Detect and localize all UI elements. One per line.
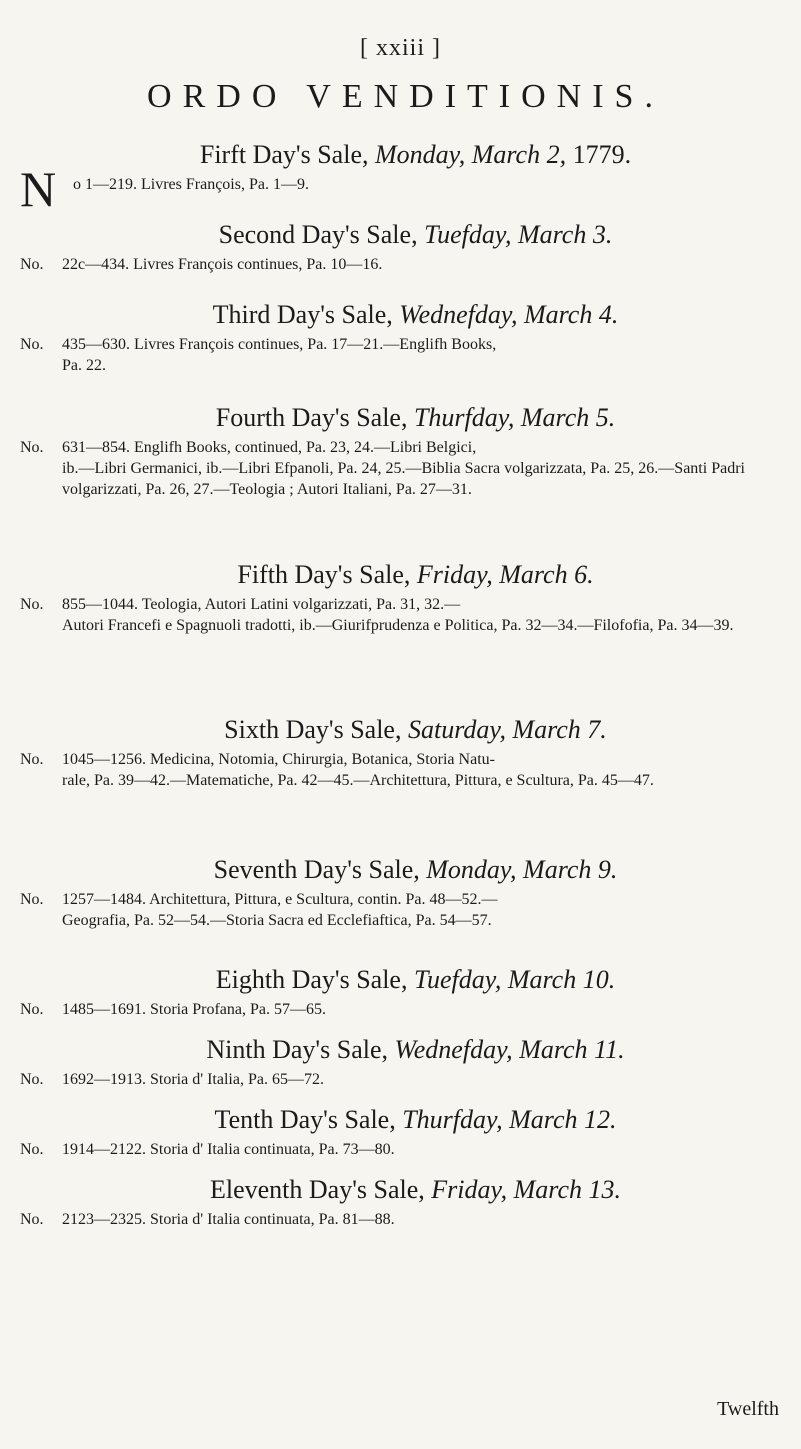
dropcap: N: [20, 161, 57, 217]
sale-heading: [30, 965, 801, 995]
heading-prefix: Fifth Day's Sale,: [237, 560, 417, 589]
heading-year: 1779.: [572, 140, 632, 169]
heading-date: March 5.: [520, 403, 616, 432]
heading-day: Wednefday,: [394, 1035, 520, 1064]
heading-day: Saturday,: [407, 715, 513, 744]
heading-day: Friday,: [431, 1175, 514, 1204]
lots-text: 2123—2325. Storia d' Italia continuata, Pa. 81—88.: [62, 1211, 395, 1228]
heading-prefix: Third Day's Sale,: [212, 300, 400, 329]
sale-heading: [30, 1105, 801, 1135]
lots-text: 1692—1913. Storia d' Italia, Pa. 65—72.: [62, 1071, 324, 1088]
lots-text-continued: Autori Francefi e Spagnuoli tradotti, ib.—Giurifprudenza e Politica, Pa. 32—34.—Filofofia, Pa. 34—39.: [62, 617, 734, 634]
entry-number-label: No.: [20, 1001, 44, 1018]
heading-day: Friday,: [416, 560, 500, 589]
heading-day: Tuefday,: [424, 220, 518, 249]
heading-prefix: Fourth Day's Sale,: [215, 403, 414, 432]
lots-text: 1914—2122. Storia d' Italia continuata, Pa. 73—80.: [62, 1141, 395, 1158]
heading-date: March 13.: [513, 1175, 621, 1204]
catchword: Twelfth: [717, 1398, 779, 1420]
heading-prefix: Tenth Day's Sale,: [214, 1105, 403, 1134]
sale-heading: [30, 715, 801, 745]
heading-date: March 11.: [519, 1035, 625, 1064]
lots-text: 1485—1691. Storia Profana, Pa. 57—65.: [62, 1001, 326, 1018]
sale-day: [0, 220, 801, 275]
heading-date: March 10.: [507, 965, 616, 994]
heading-date: March 2,: [471, 140, 573, 169]
sale-day: [0, 1175, 801, 1230]
heading-day: Thurfday,: [402, 1105, 510, 1134]
heading-date: March 3.: [517, 220, 613, 249]
sale-day: [0, 1105, 801, 1160]
lots-text-continued: Geografia, Pa. 52—54.—Storia Sacra ed Ecclefiaftica, Pa. 54—57.: [62, 912, 492, 929]
entry-number-label: No.: [20, 751, 44, 768]
heading-date: March 4.: [523, 300, 619, 329]
page-title: ORDO VENDITIONIS.: [147, 78, 664, 115]
lots-text: 22c—434. Livres François continues, Pa. 10—16.: [62, 256, 383, 273]
sale-entry: [20, 889, 780, 931]
entry-number-label: No.: [20, 1211, 44, 1228]
entry-number-label: No.: [20, 1071, 44, 1088]
heading-prefix: Eighth Day's Sale,: [215, 965, 414, 994]
sale-entry: [20, 161, 801, 217]
sale-day: [0, 855, 801, 931]
sale-entry: [20, 334, 780, 376]
entry-number-label: No.: [20, 891, 44, 908]
sale-entry: [20, 254, 780, 275]
sale-day: [0, 403, 801, 500]
sale-heading: [30, 1035, 801, 1065]
sale-heading: [30, 1175, 801, 1205]
lots-text-continued: rale, Pa. 39—42.—Matematiche, Pa. 42—45.—Architettura, Pittura, e Scultura, Pa. 45—47.: [62, 772, 654, 789]
sale-entry: [20, 999, 780, 1020]
heading-prefix: Sixth Day's Sale,: [224, 715, 408, 744]
sale-day: [0, 140, 801, 217]
sale-day: [0, 300, 801, 376]
sale-entry: [20, 594, 780, 636]
heading-day: Thurfday,: [413, 403, 521, 432]
heading-day: Monday,: [374, 140, 472, 169]
entry-number-label: No.: [20, 256, 44, 273]
heading-date: March 7.: [512, 715, 607, 744]
heading-prefix: Seventh Day's Sale,: [213, 855, 427, 884]
sale-heading: [30, 300, 801, 330]
lots-text: 435—630. Livres François continues, Pa. 17—21.—Englifh Books,: [62, 336, 497, 353]
sale-heading: [30, 220, 801, 250]
heading-prefix: Second Day's Sale,: [218, 220, 425, 249]
lots-text: 855—1044. Teologia, Autori Latini volgarizzati, Pa. 31, 32.—: [62, 596, 461, 613]
entry-number-label: No.: [20, 596, 44, 613]
lots-text: 1257—1484. Architettura, Pittura, e Scultura, contin. Pa. 48—52.—: [62, 891, 498, 908]
heading-date: March 6.: [499, 560, 594, 589]
heading-day: Tuefday,: [413, 965, 508, 994]
heading-day: Monday,: [426, 855, 524, 884]
sale-entry: [20, 749, 780, 791]
heading-prefix: Firft Day's Sale,: [199, 140, 375, 169]
heading-date: March 9.: [523, 855, 618, 884]
heading-date: March 12.: [509, 1105, 617, 1134]
sale-entry: [20, 1139, 780, 1160]
sale-day: [0, 560, 801, 636]
lots-text: o 1—219. Livres François, Pa. 1—9.: [73, 176, 309, 193]
sale-entry: [20, 437, 780, 500]
entry-number-label: No.: [20, 336, 44, 353]
lots-text-continued: ib.—Libri Germanici, ib.—Libri Efpanoli, Pa. 24, 25.—Biblia Sacra volgarizzata, Pa. 25, 26.—Santi Padri volgarizzati, Pa. 26, 27.—Teologia ; Autori Italiani, Pa. 27—31.: [62, 460, 745, 498]
heading-prefix: Eleventh Day's Sale,: [210, 1175, 432, 1204]
entry-number-label: No.: [20, 439, 44, 456]
sale-heading: [30, 140, 801, 170]
sale-heading: [30, 403, 801, 433]
lots-text-continued: Pa. 22.: [62, 357, 106, 374]
sale-entry: [20, 1069, 780, 1090]
lots-text: 1045—1256. Medicina, Notomia, Chirurgia, Botanica, Storia Natu-: [62, 751, 495, 768]
sale-entry: [20, 1209, 780, 1230]
sale-heading: [30, 855, 801, 885]
sale-day: [0, 965, 801, 1020]
lots-text: 631—854. Englifh Books, continued, Pa. 23, 24.—Libri Belgici,: [62, 439, 477, 456]
sale-heading: [30, 560, 801, 590]
heading-prefix: Ninth Day's Sale,: [206, 1035, 395, 1064]
sale-day: [0, 715, 801, 791]
entry-number-label: No.: [20, 1141, 44, 1158]
sale-day: [0, 1035, 801, 1090]
heading-day: Wednefday,: [399, 300, 524, 329]
page-number: [ xxiii ]: [360, 35, 441, 61]
